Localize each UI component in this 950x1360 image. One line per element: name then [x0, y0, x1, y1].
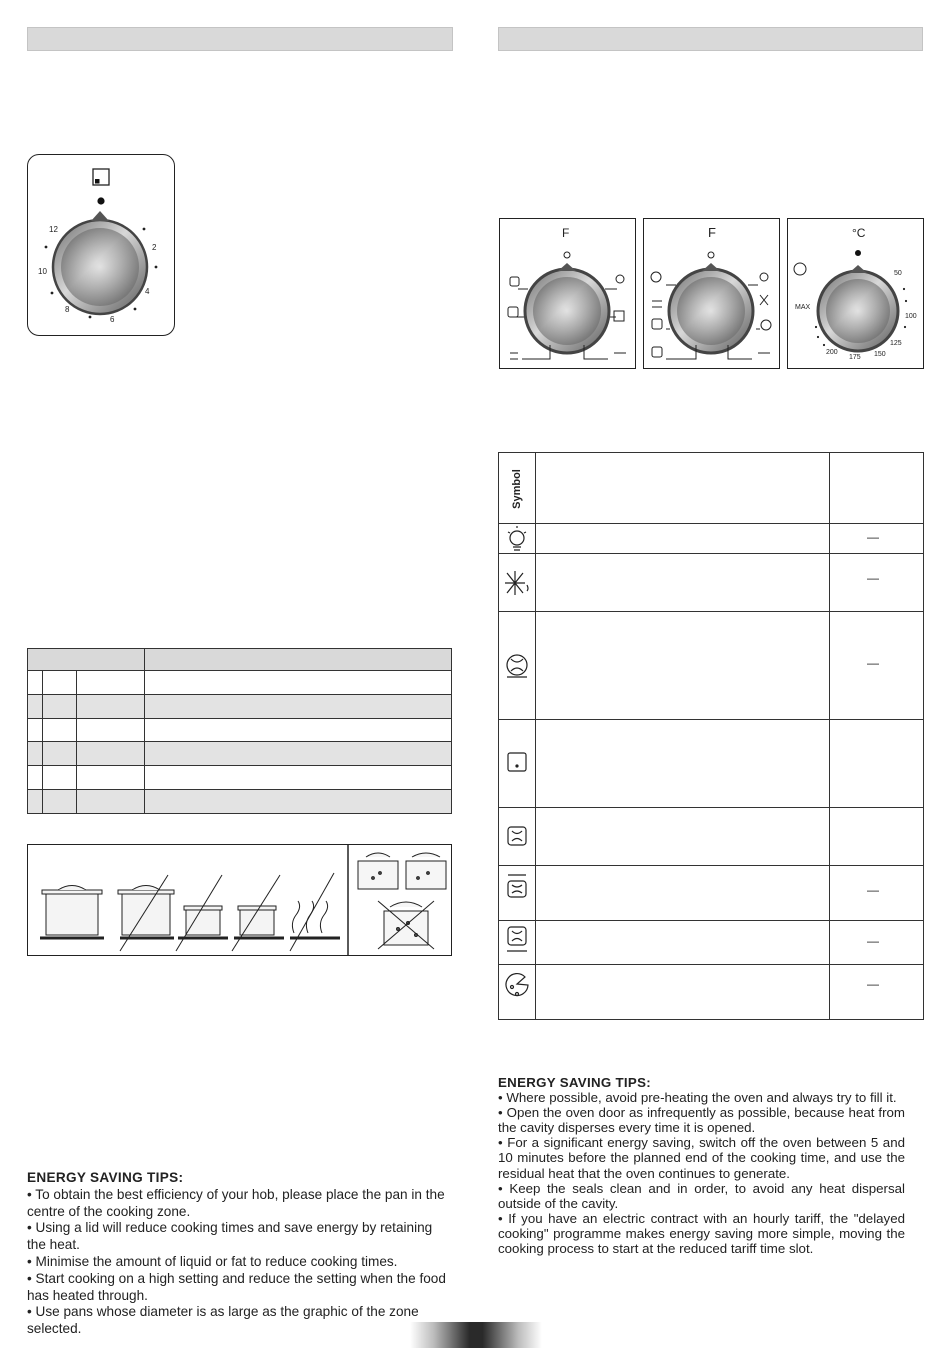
table-row: [28, 718, 452, 742]
table-row: [28, 766, 452, 790]
knob-letter: F: [708, 225, 716, 240]
oven-function-knob-panel-1: [499, 218, 636, 369]
oven-energy-tips: [498, 1075, 905, 1256]
row-mark: —: [867, 934, 879, 948]
timer-scale-8: 8: [65, 305, 70, 314]
indicator-dot: [97, 197, 104, 204]
temp-scale-150: 150: [874, 351, 886, 358]
top-bottom-heat-icon: [508, 753, 526, 771]
temp-scale-175: 175: [849, 354, 861, 361]
pizza-icon: [506, 974, 528, 996]
temp-scale-100: 100: [905, 313, 917, 320]
row-mark: —: [867, 656, 879, 670]
thermostat-knob-panel: [787, 218, 924, 369]
tips-title: ENERGY SAVING TIPS:: [27, 1170, 184, 1185]
heat-settings-table: [27, 648, 452, 814]
oven-function-knob-panel-2: [643, 218, 780, 369]
tip-item: • Open the oven door as infrequently as possible, because heat from the cavity disperses every time it is opened.: [498, 1105, 905, 1136]
timer-scale-10: 10: [38, 267, 47, 276]
timer-scale-4: 4: [145, 287, 150, 296]
table-row: [28, 694, 452, 718]
tip-item: • Keep the seals clean and in order, to avoid any heat dispersal outside of the cavity.: [498, 1180, 905, 1211]
tip-item: • To obtain the best efficiency of your hob, please place the pan in the centre of the cooking zone.: [27, 1186, 445, 1219]
tip-item: • If you have an electric contract with an hourly tariff, the "delayed cooking" programme makes energy saving more simple, moving the cooking process to start at the reduced tariff time slot.: [498, 1210, 905, 1257]
temp-scale-200: 200: [826, 349, 838, 356]
row-mark: —: [867, 977, 879, 991]
tip-item: • Where possible, avoid pre-heating the oven and always try to fill it.: [498, 1090, 897, 1106]
table-row: [28, 671, 452, 695]
section-header-bar: [498, 27, 923, 51]
pot-too-large-crossed-icon: [118, 875, 174, 951]
table-row: [28, 790, 452, 814]
fan-grill-icon: [507, 655, 527, 677]
symbol-header: Symbol: [511, 469, 523, 509]
footer-page-bar: [410, 1322, 542, 1348]
pot-small-crossed-icon: [176, 875, 228, 951]
temp-scale-50: 50: [894, 270, 902, 277]
row-mark: —: [867, 883, 879, 897]
pans-illustration: [27, 844, 452, 956]
row-mark: —: [867, 571, 879, 585]
temp-scale-125: 125: [890, 340, 902, 347]
timer-knob-panel: [27, 154, 175, 336]
timer-scale-6: 6: [110, 315, 115, 324]
pot-small-crossed-icon: [232, 875, 284, 951]
knob-letter: °C: [852, 226, 866, 240]
fan-icon: [508, 827, 526, 845]
tip-item: • Start cooking on a high setting and reduce the setting when the food has heated through.: [27, 1270, 446, 1303]
tip-item: • Using a lid will reduce cooking times and save energy by retaining the heat.: [27, 1220, 433, 1253]
tip-item: • For a significant energy saving, switch off the oven between 5 and 10 minutes before the planned end of the cooking time, and use the residual heat that the oven continues to generate.: [498, 1135, 905, 1181]
table-row: [28, 742, 452, 766]
tip-item: • Minimise the amount of liquid or fat to reduce cooking times.: [27, 1253, 398, 1269]
tips-title: ENERGY SAVING TIPS:: [498, 1075, 651, 1090]
row-mark: —: [867, 530, 879, 544]
section-header-bar: [27, 27, 453, 51]
tip-item: • Use pans whose diameter is as large as the graphic of the zone selected.: [27, 1304, 419, 1337]
oven-function-knob[interactable]: [669, 263, 753, 353]
oven-function-knob[interactable]: [525, 263, 609, 353]
square-timer-icon: [93, 169, 109, 185]
defrost-icon: [505, 571, 528, 595]
pots-lid-icon: [358, 853, 446, 889]
hob-energy-tips: [27, 1170, 452, 1338]
timer-scale-2: 2: [152, 243, 157, 252]
fan-bottom-icon: [507, 927, 527, 951]
symbol-table: [498, 452, 924, 1020]
grill-fan-icon: [508, 875, 526, 897]
knob-letter: F: [562, 226, 570, 240]
timer-scale-12: 12: [49, 225, 58, 234]
thermostat-knob[interactable]: [818, 265, 898, 351]
temp-scale-max: MAX: [795, 304, 811, 311]
lamp-icon: [508, 526, 526, 550]
flame-crossed-icon: [290, 873, 340, 951]
pot-crossed-icon: [378, 901, 434, 949]
timer-knob[interactable]: [53, 211, 150, 314]
pot-correct-icon: [40, 886, 104, 939]
